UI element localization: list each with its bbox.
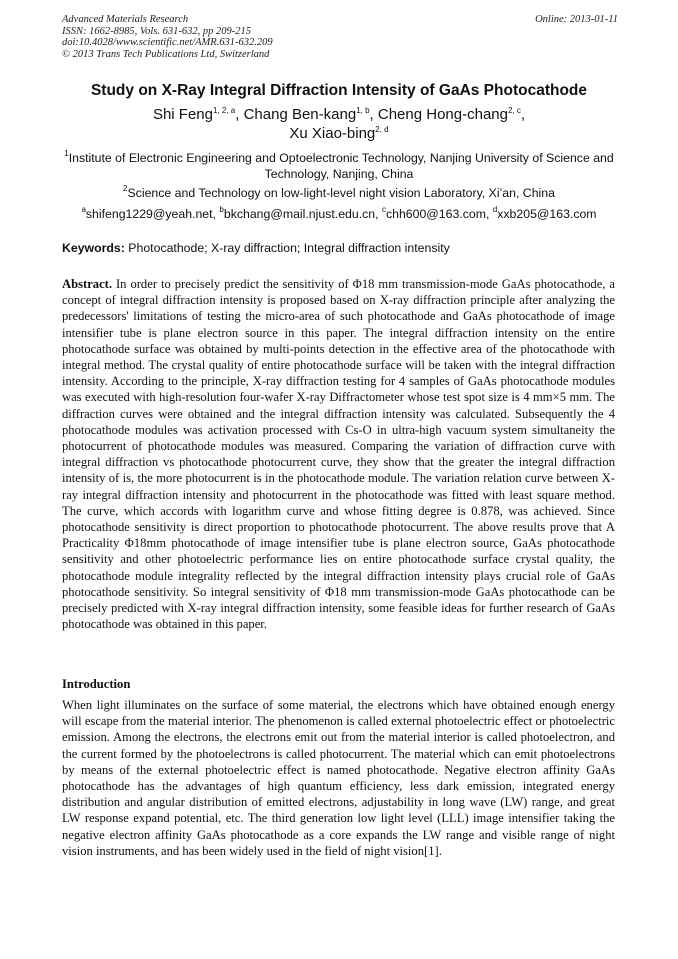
author-affiliation-marker: 2, d [375, 125, 389, 134]
affiliation-2 [40, 185, 638, 201]
doi-line: doi:10.4028/www.scientific.net/AMR.631-632.209 [62, 37, 273, 48]
email-marker: d [492, 205, 498, 214]
author-affiliation-marker: 1, b [356, 106, 370, 115]
abstract-text: In order to precisely predict the sensitivity of Φ18 mm transmission-mode GaAs photocathode, a concept of integral diffraction intensity is proposed based on X-ray diffraction principle after analyzing the predecessors' limitations of testing the micro-area of such photocathode and GaAs photocathode of image intensifier tube is plane electron source in this paper. The integral diffraction intensity on the entire photocathode surface was obtained by multi-points detection in the effective area of the photocathode with integral method. The crystal quality of entire photocathode surface will be taken with the integral diffraction intensity. According to the principle, X-ray diffraction testing for 4 samples of GaAs photocathode modules was executed with high-resolution four-wafer X-ray Diffractometer whose test spot size is 4 mm×5 mm. The diffraction curves were obtained and the integral diffraction intensity was calculated. Subsequently the 4 photocathode modules was activation processed with Cs-O in ultra-high vacuum system simultaneity the photocurrent of photocathode modules was measured. Comparing the variation of diffraction curve with integral diffraction vs photocathode photocurrent curve, they show that the greater the integral diffraction intensity of is, the more photocurrent is in the photocathode module. The variation relation curve between X-ray integral diffraction intensity and photocurrent in the photocathode was fitted with least square method. The curve, which accords with logarithm curve and whose fitting degree is 0.878, was achieved. Since photocathode sensitivity is direct proportion to photocathode photocurrent. The above results prove that A Practicality Φ18mm photocathode of image intensifier tube is plane electron source, GaAs photocathode sensitivity and other photoelectric performance lies on entire photocathode surface crystal quality, the photocathode module integrality reflected by the integral diffraction intensity plays crucial role of GaAs photocathode sensitivity. So integral sensitivity of Φ18 mm transmission-mode GaAs photocathode can be precisely predicted with X-ray integral diffraction intensity, some feasible ideas for further research of GaAs photocathode was obtained in this paper. [62, 277, 615, 632]
journal-header [62, 14, 618, 60]
email-marker: b [219, 205, 224, 214]
paper-title: Study on X-Ray Integral Diffraction Intensity of GaAs Photocathode [90, 82, 588, 99]
author-name: Chang Ben-kang [243, 106, 357, 123]
author-email[interactable]: bkchang@mail.njust.edu.cn [223, 207, 376, 221]
journal-name: Advanced Materials Research [62, 14, 189, 25]
online-date: Online: 2013-01-11 [535, 14, 618, 25]
keywords-line [62, 241, 618, 255]
author-list: Shi Feng$^{1, 2, a}$, Chang Ben-kang$^{1, b}$, Cheng Hong-chang$^{2, c}$, Xu Xiao-bing$^{2, d}$ [152, 106, 526, 142]
email-marker: a [81, 205, 86, 214]
author-affiliation-marker: 1, 2, a [213, 106, 236, 115]
affiliation-marker: 2 [123, 184, 128, 193]
keywords-label: Keywords: [62, 241, 125, 255]
affiliation-text: Science and Technology on low-light-level night vision Laboratory, Xi’an, China [127, 186, 555, 200]
email-list: $^a$shifeng1229@yeah.net, $^b$bkchang@mail.njust.edu.cn, $^c$chh600@163.com, $^d$xxb205@163.com [81, 205, 597, 221]
author-name: Shi Feng [152, 106, 213, 123]
abstract-label: Abstract. [62, 277, 113, 291]
author-name: Xu Xiao-bing [289, 125, 376, 142]
author-affiliation-marker: 2, c [507, 106, 521, 115]
author-email[interactable]: xxb205@163.com [497, 207, 597, 221]
affiliation-marker: 1 [64, 149, 69, 158]
author-email[interactable]: chh600@163.com [385, 207, 486, 221]
affiliation-1 [40, 150, 638, 182]
issn-line: ISSN: 1662-8985, Vols. 631-632, pp 209-215 [62, 25, 251, 37]
introduction-paragraph: When light illuminates on the surface of some material, the electrons which have obtained enough energy will escape from the material interior. The phenomenon is called external photoelectric effect or photoelectric emission. Among the electrons, the electrons emit out from the material interior is called photoelectron, and the current formed by the photoelectrons is called photocurrent. The material which can emit photoelectrons by means of the external photoelectric effect is named photocathode. Negative electron affinity GaAs photocathode has the advantages of high quantum efficiency, less dark emission, integrated energy distribution and angular distribution of emitted electrons, adjustability in long wave (LW) range, and great LW response expand potential, etc. The third generation low light level (LLL) image intensifier taking the negative electron affinity GaAs photocathode as a core expands the LW range and visible range of night vision instruments, and has been widely used in the field of night vision[1]. [62, 698, 615, 858]
author-email[interactable]: shifeng1229@yeah.net [85, 207, 213, 221]
copyright-line: © 2013 Trans Tech Publications Ltd, Switzerland [62, 48, 270, 60]
affiliation-text: Institute of Electronic Engineering and Optoelectronic Technology, Nanjing University of Science and Technology, Nanjing, China [68, 151, 614, 181]
keywords-text: Photocathode; X-ray diffraction; Integral diffraction intensity [128, 241, 450, 255]
abstract-paragraph [62, 276, 615, 632]
section-heading-introduction: Introduction [62, 677, 131, 691]
author-name: Cheng Hong-chang [377, 106, 508, 123]
email-marker: c [381, 205, 386, 214]
